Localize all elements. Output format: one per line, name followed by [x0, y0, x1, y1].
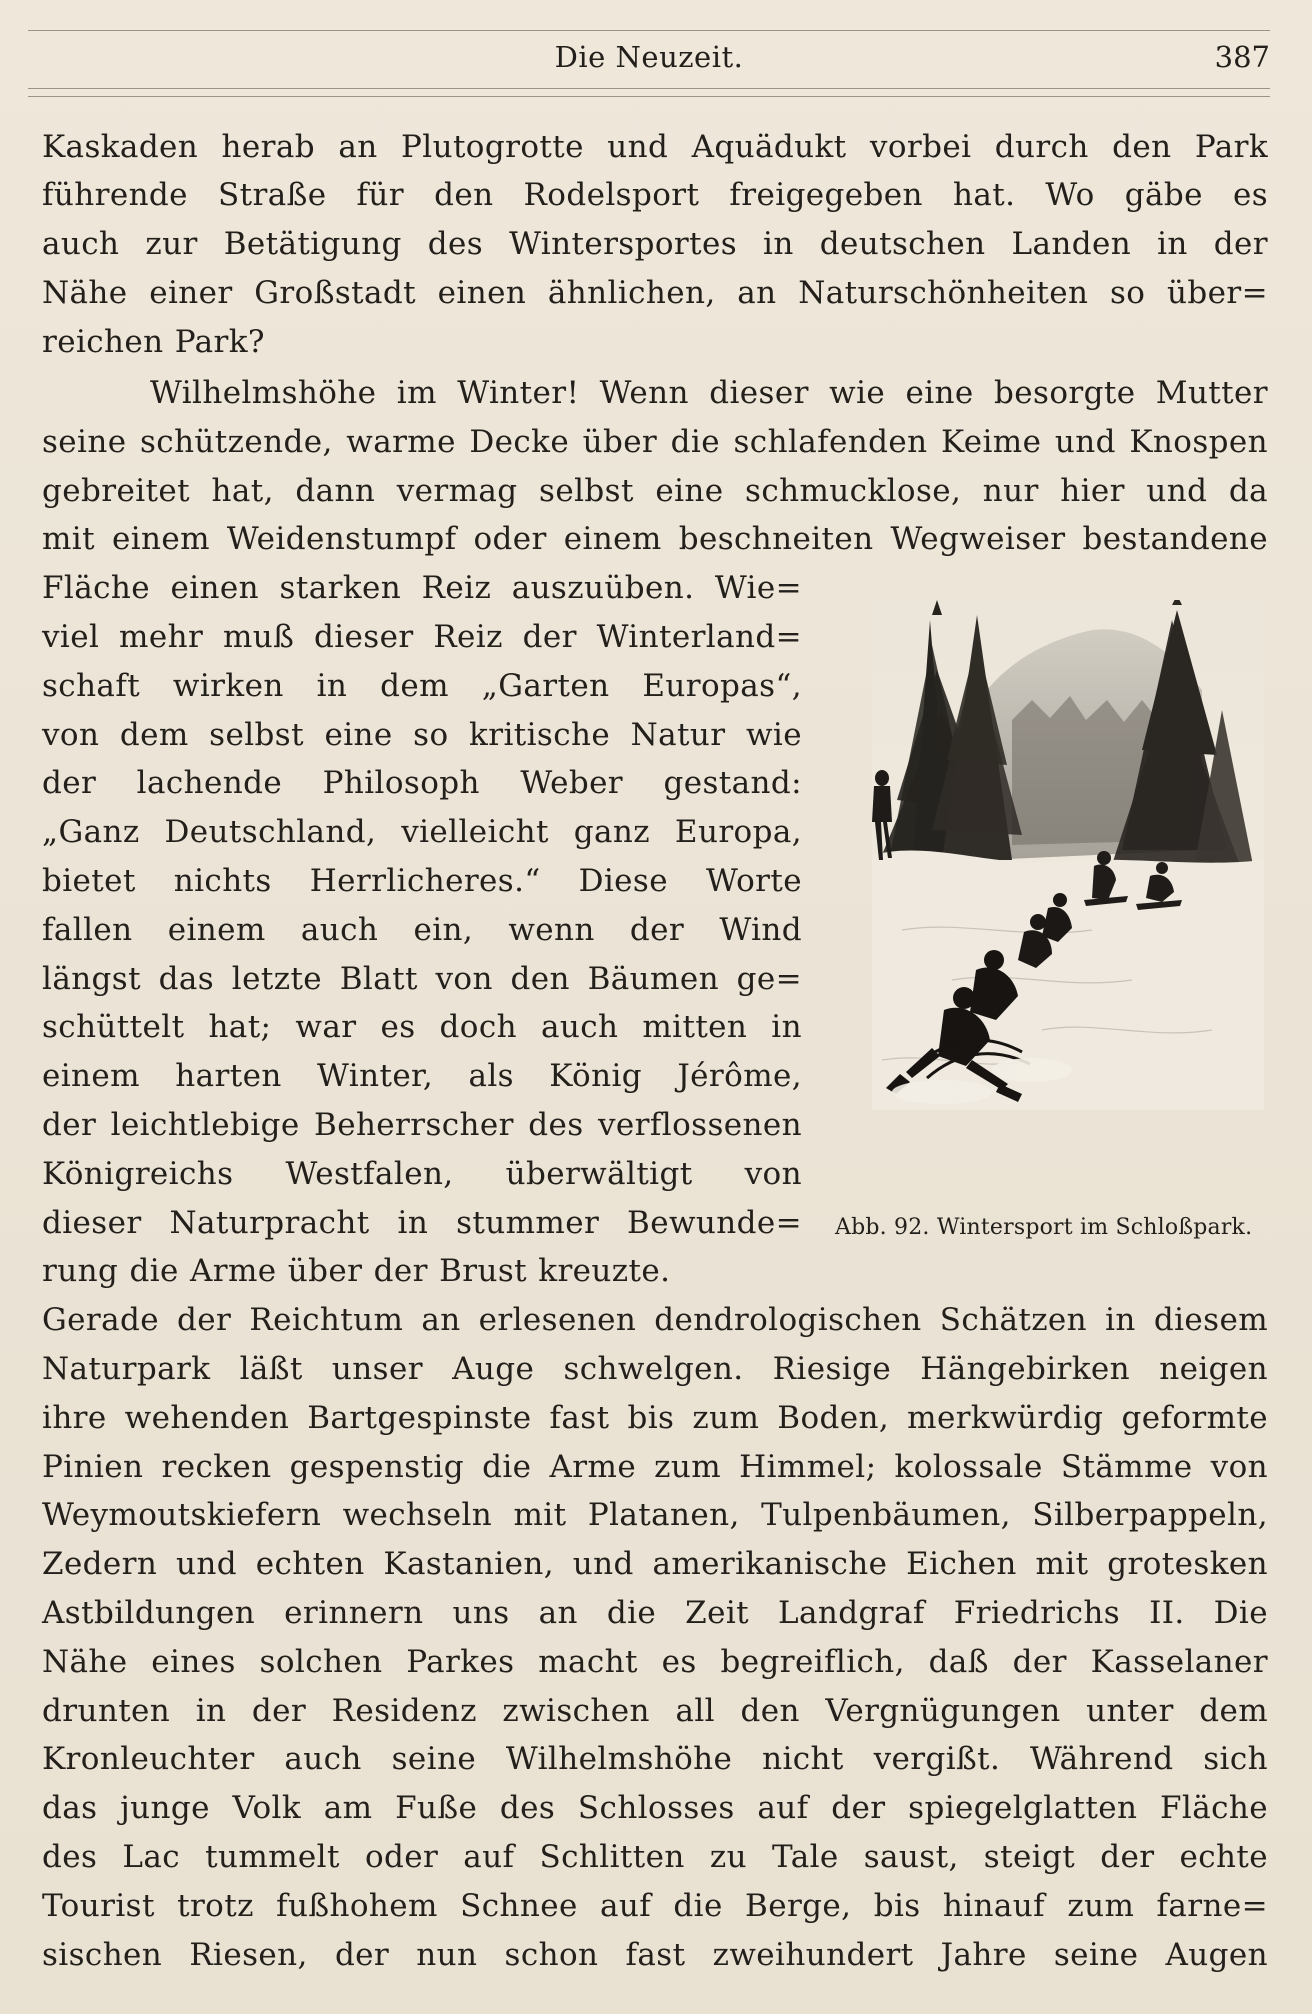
text-line: Königreichs Westfalen, überwältigt von	[42, 1156, 802, 1192]
text-line: drunten in der Residenz zwischen all den Vergnügungen unter dem	[42, 1693, 1268, 1729]
text-line: dieser Naturpracht in stummer Bewunde=	[42, 1205, 802, 1241]
winter-sport-illustration	[872, 600, 1264, 1110]
paragraph-start-line: Wilhelmshöhe im Winter! Wenn dieser wie eine besorgte Mutter	[150, 375, 1268, 411]
text-line: Pinien recken gespenstig die Arme zum Himmel; kolossale Stämme von	[42, 1449, 1268, 1485]
text-line: führende Straße für den Rodelsport freigegeben hat. Wo gäbe es	[42, 177, 1268, 213]
figure-caption: Abb. 92. Wintersport im Schloßpark.	[835, 1215, 1253, 1240]
text-line: mit einem Weidenstumpf oder einem beschneiten Wegweiser bestandene	[42, 521, 1268, 557]
text-line: einem harten Winter, als König Jérôme,	[42, 1058, 802, 1094]
text-line: schüttelt hat; war es doch auch mitten in	[42, 1009, 802, 1045]
text-line: des Lac tummelt oder auf Schlitten zu Tale saust, steigt der echte	[42, 1839, 1268, 1875]
text-line: sischen Riesen, der nun schon fast zweihundert Jahre seine Augen	[42, 1937, 1268, 1973]
text-line: seine schützende, warme Decke über die schlafenden Keime und Knospen	[42, 424, 1268, 460]
page-header	[28, 38, 1270, 76]
running-title: Die Neuzeit.	[554, 40, 744, 74]
text-line: Kronleuchter auch seine Wilhelmshöhe nicht vergißt. Während sich	[42, 1741, 1268, 1777]
text-line: der leichtlebige Beherrscher des verflossenen	[42, 1107, 802, 1143]
text-line: der lachende Philosoph Weber gestand:	[42, 765, 802, 801]
text-line: Astbildungen erinnern uns an die Zeit Landgraf Friedrichs II. Die	[42, 1595, 1268, 1631]
header-top-rule	[28, 30, 1270, 31]
text-line: Tourist trotz fußhohem Schnee auf die Berge, bis hinauf zum farne=	[42, 1888, 1268, 1924]
text-line: „Ganz Deutschland, vielleicht ganz Europa,	[42, 814, 802, 850]
text-line: längst das letzte Blatt von den Bäumen ge=	[42, 961, 802, 997]
text-line: Gerade der Reichtum an erlesenen dendrologischen Schätzen in diesem	[42, 1302, 1268, 1338]
text-line: gebreitet hat, dann vermag selbst eine schmucklose, nur hier und da	[42, 473, 1268, 509]
text-line: reichen Park?	[42, 324, 265, 360]
header-rule-upper	[28, 88, 1270, 89]
text-line: Fläche einen starken Reiz auszuüben. Wie=	[42, 570, 802, 606]
text-line: Nähe einer Großstadt einen ähnlichen, an Naturschönheiten so über=	[42, 275, 1268, 311]
text-line: Naturpark läßt unser Auge schwelgen. Riesige Hängebirken neigen	[42, 1351, 1268, 1387]
text-line: schaft wirken in dem „Garten Europas“,	[42, 668, 802, 704]
text-line: fallen einem auch ein, wenn der Wind	[42, 912, 802, 948]
text-line: bietet nichts Herrlicheres.“ Diese Worte	[42, 863, 802, 899]
text-line: von dem selbst eine so kritische Natur wie	[42, 717, 802, 753]
text-line: ihre wehenden Bartgespinste fast bis zum Boden, merkwürdig geformte	[42, 1400, 1268, 1436]
text-line: Kaskaden herab an Plutogrotte und Aquädukt vorbei durch den Park	[42, 129, 1268, 165]
text-line: Nähe eines solchen Parkes macht es begreiflich, daß der Kasselaner	[42, 1644, 1268, 1680]
header-rule-lower	[28, 96, 1270, 97]
text-line: rung die Arme über der Brust kreuzte.	[42, 1253, 671, 1289]
page-number: 387	[1214, 40, 1270, 74]
text-line: viel mehr muß dieser Reiz der Winterland=	[42, 619, 802, 655]
text-line: Weymoutskiefern wechseln mit Platanen, Tulpenbäumen, Silberpappeln,	[42, 1497, 1268, 1533]
text-line: Zedern und echten Kastanien, und amerikanische Eichen mit grotesken	[42, 1546, 1268, 1582]
text-line: das junge Volk am Fuße des Schlosses auf der spiegelglatten Fläche	[42, 1790, 1268, 1826]
text-line: auch zur Betätigung des Wintersportes in deutschen Landen in der	[42, 226, 1268, 262]
illustration-svg	[872, 600, 1264, 1110]
